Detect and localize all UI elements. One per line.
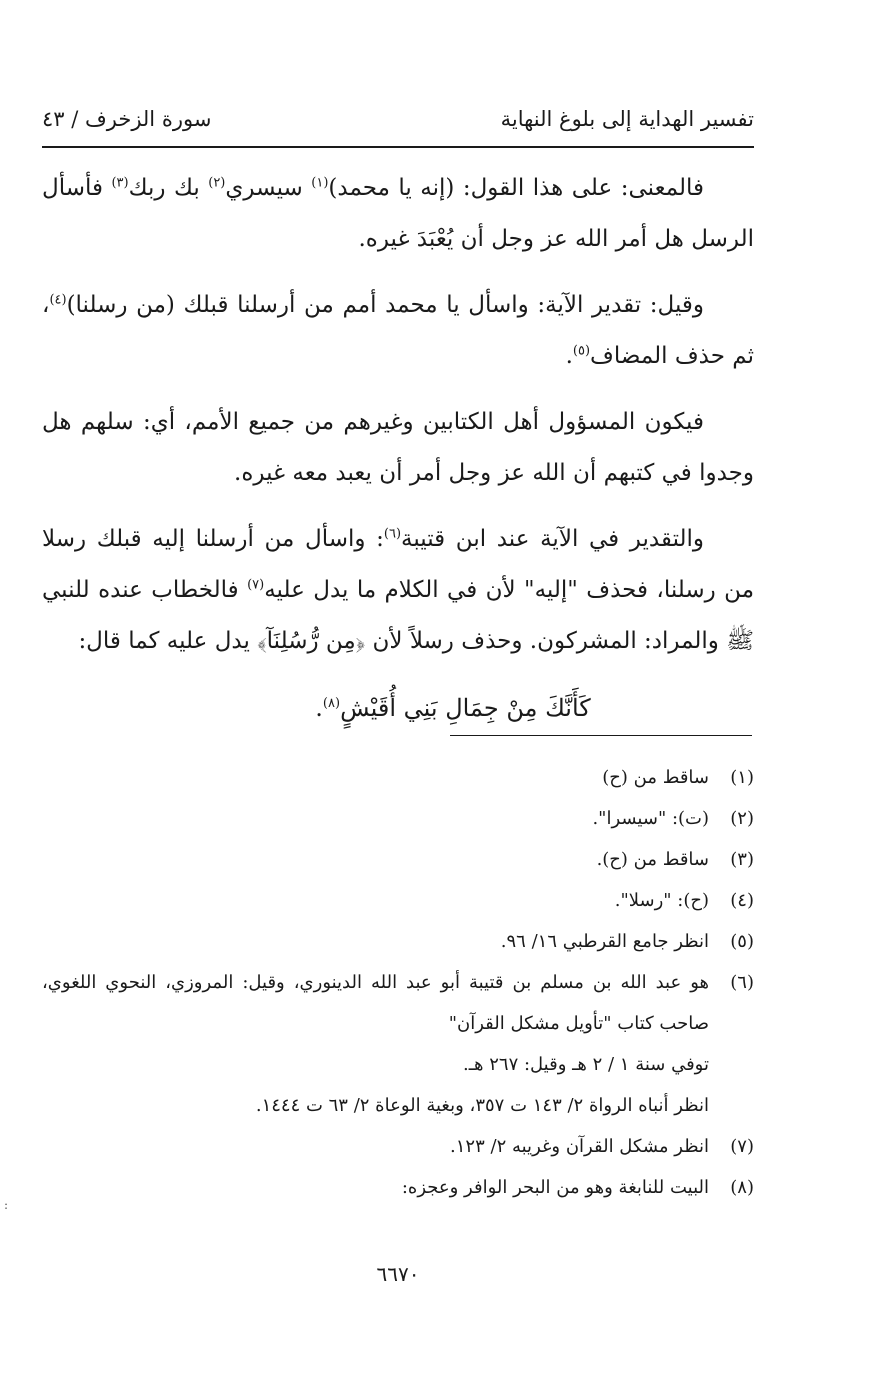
- footnote-number: (١): [730, 767, 754, 788]
- footnote-ref: (٥): [572, 343, 591, 359]
- poetry-verse: [42, 682, 754, 734]
- footnote-ref: (٤): [49, 292, 67, 308]
- footnote-line: انظر مشكل القرآن وغريبه ٢/ ١٢٣.: [450, 1136, 709, 1157]
- text-run: سيسري: [225, 175, 312, 201]
- footnote: [42, 757, 754, 798]
- footnote-separator: [450, 735, 752, 736]
- footnote-ref: (١): [311, 175, 329, 191]
- text-run: والتقدير في الآية عند ابن قتيبة: [401, 526, 705, 552]
- footnote-body: [42, 921, 709, 962]
- footnote-ref: (٨): [322, 696, 341, 711]
- text-run: وقيل: تقدير الآية: واسأل يا محمد أمم من أرسلنا قبلك (من رسلنا): [66, 292, 704, 318]
- footnote-body: [42, 798, 709, 839]
- footnote-number: (٤): [730, 890, 754, 911]
- footnote-number: (٣): [730, 849, 754, 870]
- footnote: [42, 921, 754, 962]
- text-run: .: [565, 343, 573, 369]
- footnotes: [42, 757, 754, 1208]
- footnote-line: انظر جامع القرطبي ١٦/ ٩٦.: [500, 931, 709, 952]
- book-title: تفسير الهداية إلى بلوغ النهاية: [500, 107, 754, 131]
- footnote-number: (٨): [730, 1177, 754, 1198]
- verse-text: كَأَنَّكَ مِنْ جِمَالِ بَنِي أُقَيْشٍ: [340, 694, 591, 722]
- footnote-line: البيت للنابغة وهو من البحر الوافر وعجزه:: [401, 1177, 709, 1198]
- page-number: ٦٦٧٠: [376, 1262, 420, 1286]
- footnote: [42, 1167, 754, 1208]
- footnote-ref: (٧): [247, 577, 265, 593]
- footnote-body: [42, 962, 709, 1126]
- text-run: فأسأل الرسل هل أمر الله عز وجل أن يُعْبَدَ غيره.: [42, 175, 754, 252]
- text-run: ، ثم حذف المضاف: [42, 292, 754, 369]
- text-run: بك ربك: [128, 175, 209, 201]
- footnote-body: [42, 1167, 709, 1208]
- footnote-line: (ت): "سيسرا".: [592, 808, 709, 829]
- footnote: [42, 880, 754, 921]
- paragraph: [42, 280, 754, 382]
- footnote-ref: (٢): [208, 175, 226, 191]
- footnote-number: (٥): [730, 931, 754, 952]
- footnote-body: [42, 880, 709, 921]
- paragraph: [42, 397, 754, 499]
- footnote-line: (ح): "رسلا".: [614, 890, 709, 911]
- footnote-body: [42, 1126, 709, 1167]
- running-header: [42, 102, 754, 136]
- footnote-number: (٧): [730, 1136, 754, 1157]
- main-text: [42, 163, 754, 734]
- footnote-line: انظر أنباه الرواة ٢/ ١٤٣ ت ٣٥٧، وبغية الوعاة ٢/ ٦٣ ت ١٤٤٤.: [255, 1095, 709, 1116]
- footnote-number: (٦): [730, 972, 754, 993]
- footnote: [42, 962, 754, 1126]
- footnote-line: هو عبد الله بن مسلم بن قتيبة أبو عبد الله الدينوري، وقيل: المروزي، النحوي اللغوي، صاحب كتاب "تأويل مشكل القرآن": [42, 972, 709, 1034]
- footnote: [42, 839, 754, 880]
- header-rule: [42, 146, 754, 148]
- paragraph: [42, 514, 754, 667]
- footnote-line: توفي سنة ١ / ٢ هـ وقيل: ٢٦٧ هـ.: [463, 1054, 709, 1075]
- footnote-number: (٢): [730, 808, 754, 829]
- paragraph: [42, 163, 754, 265]
- text-run: : واسأل من أرسلنا إليه قبلك رسلا من رسلنا، فحذف "إليه" لأن في الكلام ما يدل عليه: [42, 526, 755, 603]
- footnote-line: ساقط من (ح): [602, 767, 709, 788]
- text-run: فيكون المسؤول أهل الكتابين وغيرهم من جميع الأمم، أي: سلهم هل وجدوا في كتبهم أن الله عز وجل أمر أن يعبد معه غيره.: [42, 409, 754, 486]
- footnote-body: [42, 839, 709, 880]
- footnote-ref: (٦): [383, 526, 402, 542]
- text-run: فالمعنى: على هذا القول: (إنه يا محمد): [328, 175, 704, 201]
- verse-end: .: [315, 694, 323, 722]
- text-run: فالخطاب عنده للنبي ﷺ والمراد: المشركون. وحذف رسلاً لأن ﴿مِن رُّسُلِنَآ﴾ يدل عليه كما قال:: [42, 577, 754, 654]
- footnote: [42, 798, 754, 839]
- footnote: [42, 1126, 754, 1167]
- margin-mark: :: [4, 1198, 9, 1212]
- footnote-body: [42, 757, 709, 798]
- surah-label: سورة الزخرف / ٤٣: [42, 107, 212, 131]
- footnote-line: ساقط من (ح).: [596, 849, 709, 870]
- footnote-ref: (٣): [111, 175, 129, 191]
- book-page: [42, 0, 754, 1381]
